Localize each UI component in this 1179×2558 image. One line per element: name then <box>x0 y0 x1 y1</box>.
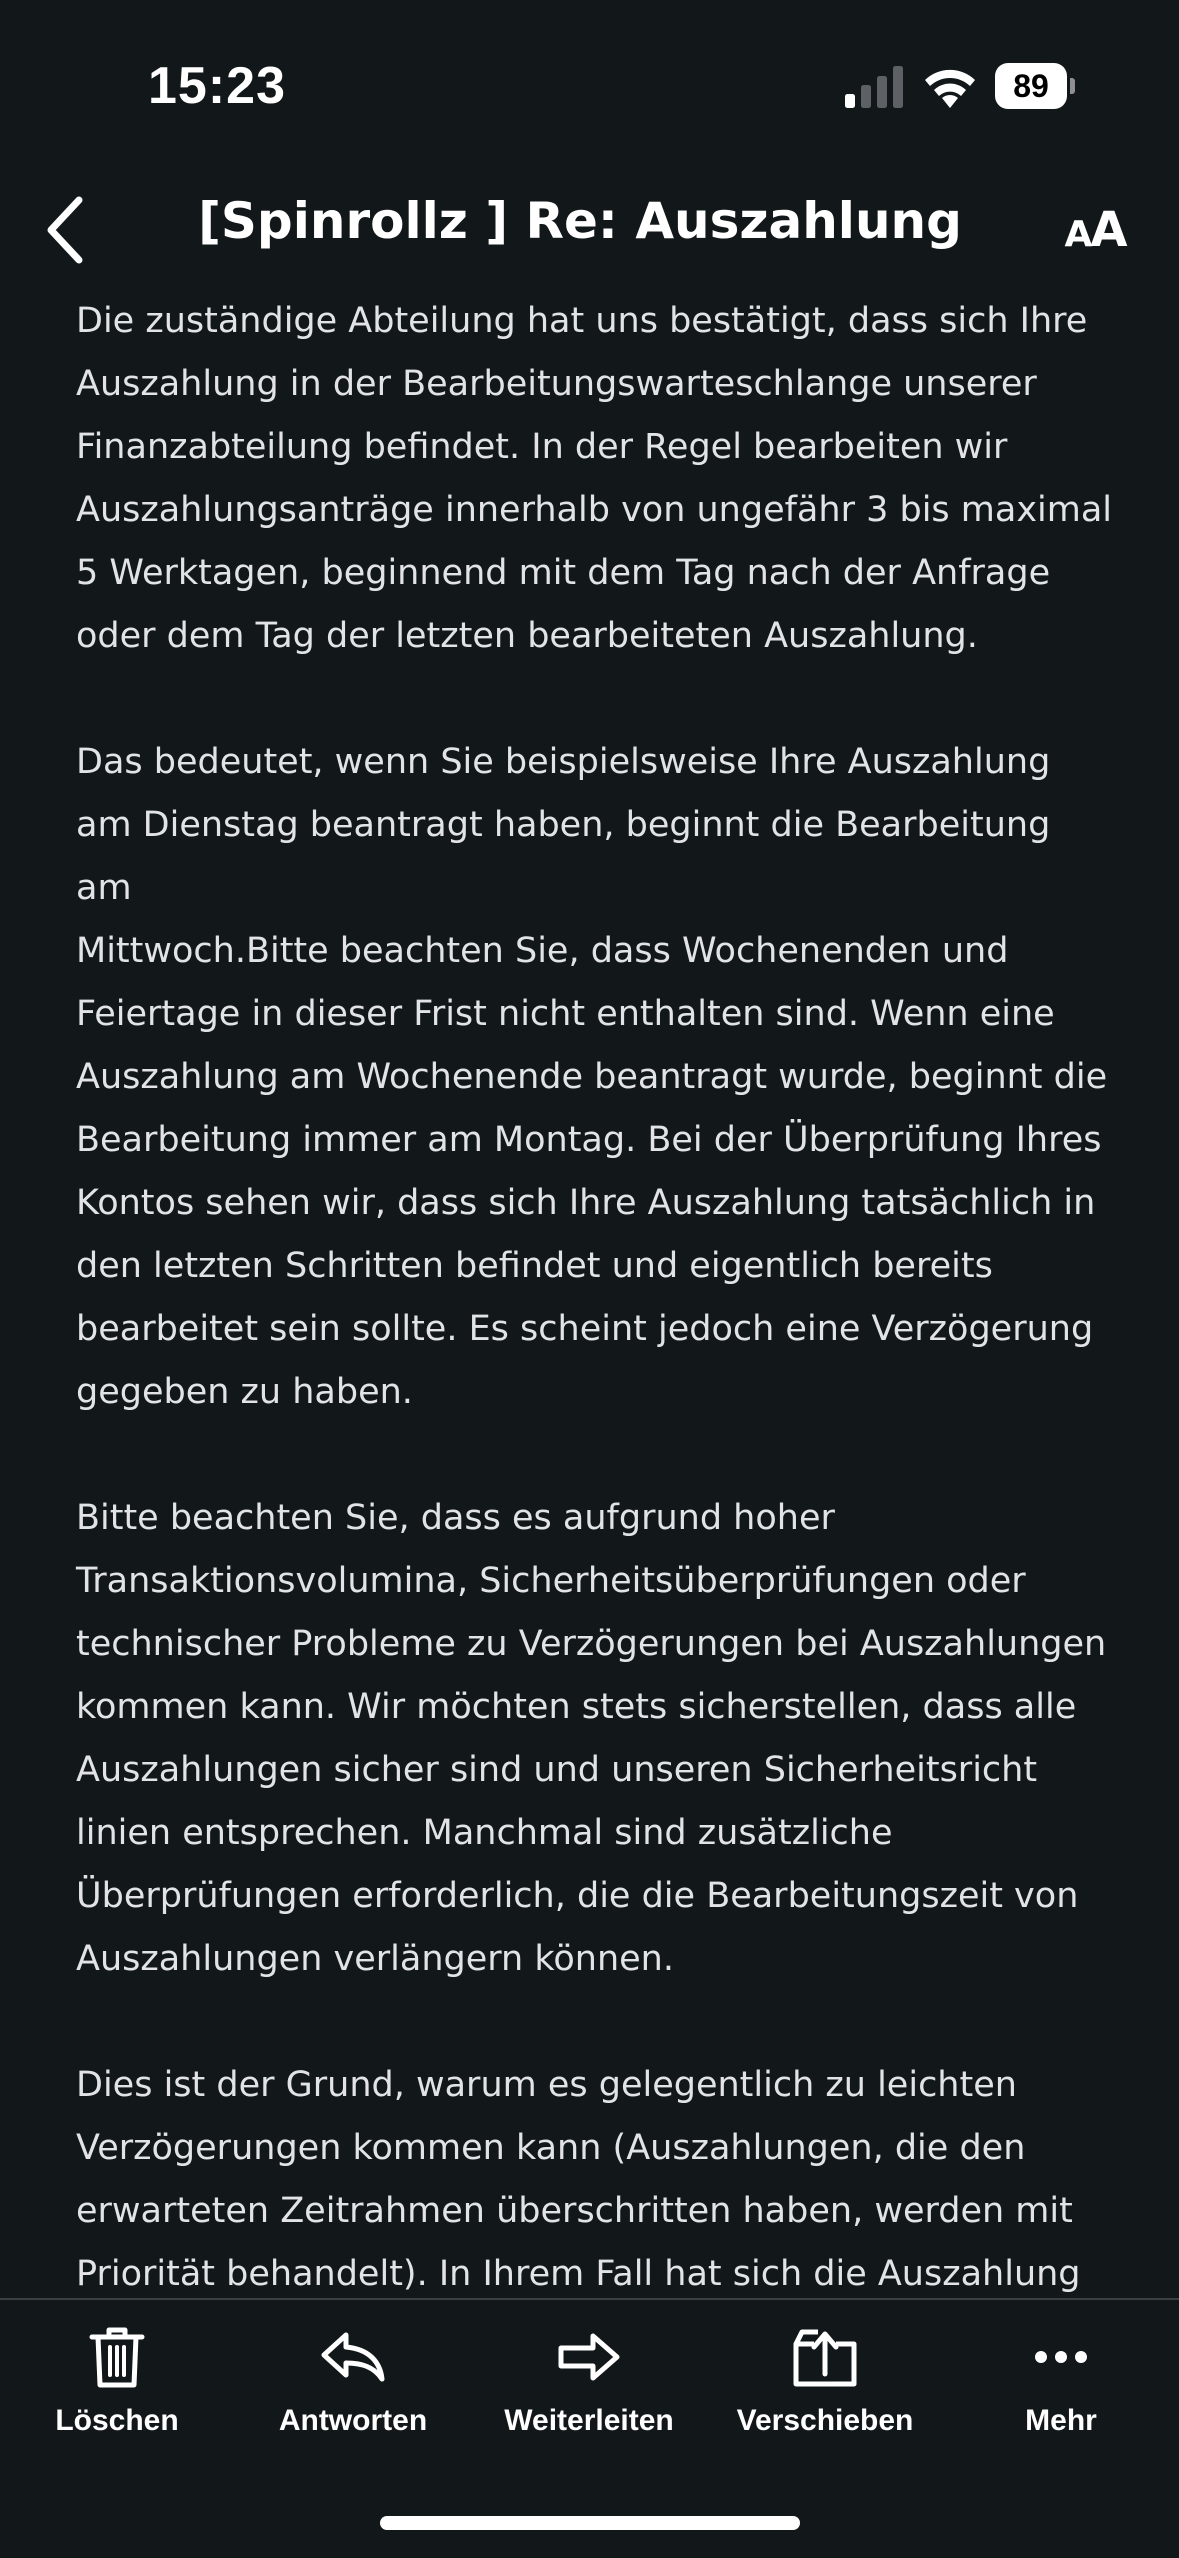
message-subject: [Spinrollz ] Re: Auszahlung <box>198 192 962 250</box>
back-button[interactable] <box>30 180 100 280</box>
text-size-button[interactable] <box>1050 190 1140 270</box>
wifi-icon <box>922 64 978 108</box>
more-button[interactable] <box>946 2322 1176 2442</box>
text-size-icon <box>1064 202 1125 258</box>
forward-icon <box>474 2322 704 2392</box>
battery-cap <box>1070 78 1075 94</box>
more-icon <box>946 2322 1176 2392</box>
status-time: 15:23 <box>148 57 286 115</box>
message-paragraph: Bitte beachten Sie, dass es aufgrund hoher Transaktionsvolumina, Sicherheitsüberprüfungen oder technischer Probleme zu Verzögerungen bei Auszahlungen kommen kann. Wir möchten stets sicherstellen, dass alle Auszahlungen sicher sind und unseren Sicherheitsricht linien entsprechen. Manchmal sind zusätzliche Überprüfungen erforderlich, die die Bearbeitungszeit von Auszahlungen verlängern können. <box>76 1498 1107 1979</box>
move-button[interactable] <box>710 2322 940 2442</box>
forward-label: Weiterleiten <box>504 2404 674 2437</box>
status-bar <box>0 0 1179 170</box>
reply-label: Antworten <box>278 2404 428 2437</box>
reply-icon <box>238 2322 468 2392</box>
move-to-folder-icon <box>710 2322 940 2392</box>
message-paragraph: Das bedeutet, wenn Sie beispielsweise Ihre Auszahlung am Dienstag beantragt haben, beginnt die Bearbeitung am Mittwoch.Bitte beachten Sie, dass Wochenenden und Feiertage in dieser Frist nicht enthalten sind. Wenn eine Auszahlung am Wochenende beantragt wurde, beginnt die Bearbeitung immer am Montag. Bei der Überprüfung Ihres Kontos sehen wir, dass sich Ihre Auszahlung tatsächlich in den letzten Schritten befindet und eigentlich bereits bearbeitet sein sollte. Es scheint jedoch eine Verzögerung gegeben zu haben. <box>76 742 1108 1412</box>
cellular-signal-icon <box>845 66 903 108</box>
forward-button[interactable] <box>474 2322 704 2442</box>
delete-button[interactable] <box>2 2322 232 2442</box>
message-paragraph: Die zuständige Abteilung hat uns bestätigt, dass sich Ihre Auszahlung in der Bearbeitungswarteschlange unserer Finanzabteilung befindet. In der Regel bearbeiten wir Auszahlungsanträge innerhalb von ungefähr 3 bis maximal 5 Werktagen, beginnend mit dem Tag nach der Anfrage oder dem Tag der letzten bearbeiteten Auszahlung. <box>76 301 1113 656</box>
trash-icon <box>2 2322 232 2392</box>
reply-button[interactable] <box>238 2322 468 2442</box>
message-body[interactable] <box>76 290 1116 2294</box>
chevron-left-icon <box>45 196 85 264</box>
message-paragraph: Dies ist der Grund, warum es gelegentlich zu leichten Verzögerungen kommen kann (Auszahlungen, die den erwarteten Zeitrahmen überschritten haben, werden mit Priorität behandelt). In Ihrem Fall hat sich die Auszahlung <box>76 2065 1081 2294</box>
move-label: Verschieben <box>736 2404 914 2437</box>
more-label: Mehr <box>1025 2404 1097 2437</box>
text-size-big-letter: A <box>1090 202 1126 258</box>
delete-label: Löschen <box>55 2404 179 2437</box>
battery-level: 89 <box>1013 68 1049 104</box>
text-size-small-letter: A <box>1064 214 1091 255</box>
message-header <box>0 170 1179 290</box>
battery-indicator <box>995 63 1075 109</box>
home-indicator[interactable] <box>380 2516 800 2530</box>
